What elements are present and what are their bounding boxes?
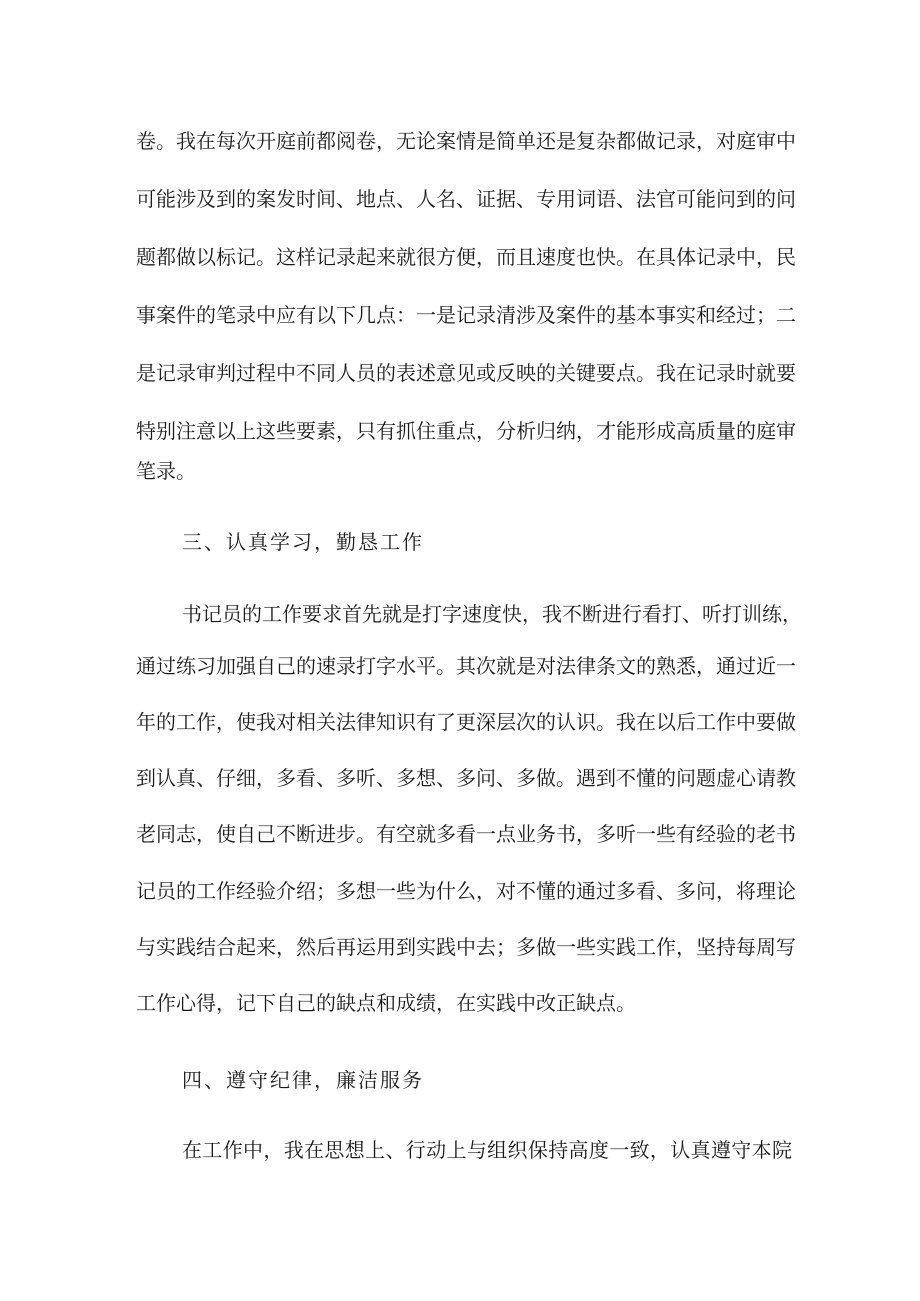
paragraph-line: 记员的工作经验介绍；多想一些为什么，对不懂的通过多看、多问，将理论 (136, 879, 796, 903)
paragraph-line: 到认真、仔细，多看、多听、多想、多问、多做。遇到不懂的问题虚心请教 (136, 766, 796, 790)
paragraph-line: 特别注意以上这些要素，只有抓住重点，分析归纳，才能形成高质量的庭审 (136, 419, 796, 443)
paragraph-line: 工作心得，记下自己的缺点和成绩，在实践中改正缺点。 (136, 991, 636, 1015)
paragraph-line: 老同志，使自己不断进步。有空就多看一点业务书，多听一些有经验的老书 (136, 822, 796, 846)
paragraph-line: 题都做以标记。这样记录起来就很方便，而且速度也快。在具体记录中，民 (136, 245, 796, 269)
paragraph-line: 是记录审判过程中不同人员的表述意见或反映的关键要点。我在记录时就要 (136, 361, 796, 385)
paragraph-line: 书记员的工作要求首先就是打字速度快，我不断进行看打、听打训练， (182, 602, 802, 626)
section-heading: 四、遵守纪律，廉洁服务 (182, 1068, 424, 1092)
section-heading: 三、认真学习，勤恳工作 (182, 530, 424, 554)
paragraph-line: 事案件的笔录中应有以下几点：一是记录清涉及案件的基本事实和经过；二 (136, 303, 796, 327)
paragraph-line: 可能涉及到的案发时间、地点、人名、证据、专用词语、法官可能问到的问 (136, 187, 796, 211)
paragraph-line: 笔录。 (136, 459, 196, 483)
paragraph-line: 通过练习加强自己的速录打字水平。其次就是对法律条文的熟悉，通过近一 (136, 654, 796, 678)
paragraph-line: 卷。我在每次开庭前都阅卷，无论案情是简单还是复杂都做记录，对庭审中 (136, 129, 796, 153)
paragraph-line: 年的工作，使我对相关法律知识有了更深层次的认识。我在以后工作中要做 (136, 710, 796, 734)
paragraph-line: 在工作中，我在思想上、行动上与组织保持高度一致，认真遵守本院 (182, 1138, 792, 1162)
paragraph-line: 与实践结合起来，然后再运用到实践中去；多做一些实践工作，坚持每周写 (136, 935, 796, 959)
